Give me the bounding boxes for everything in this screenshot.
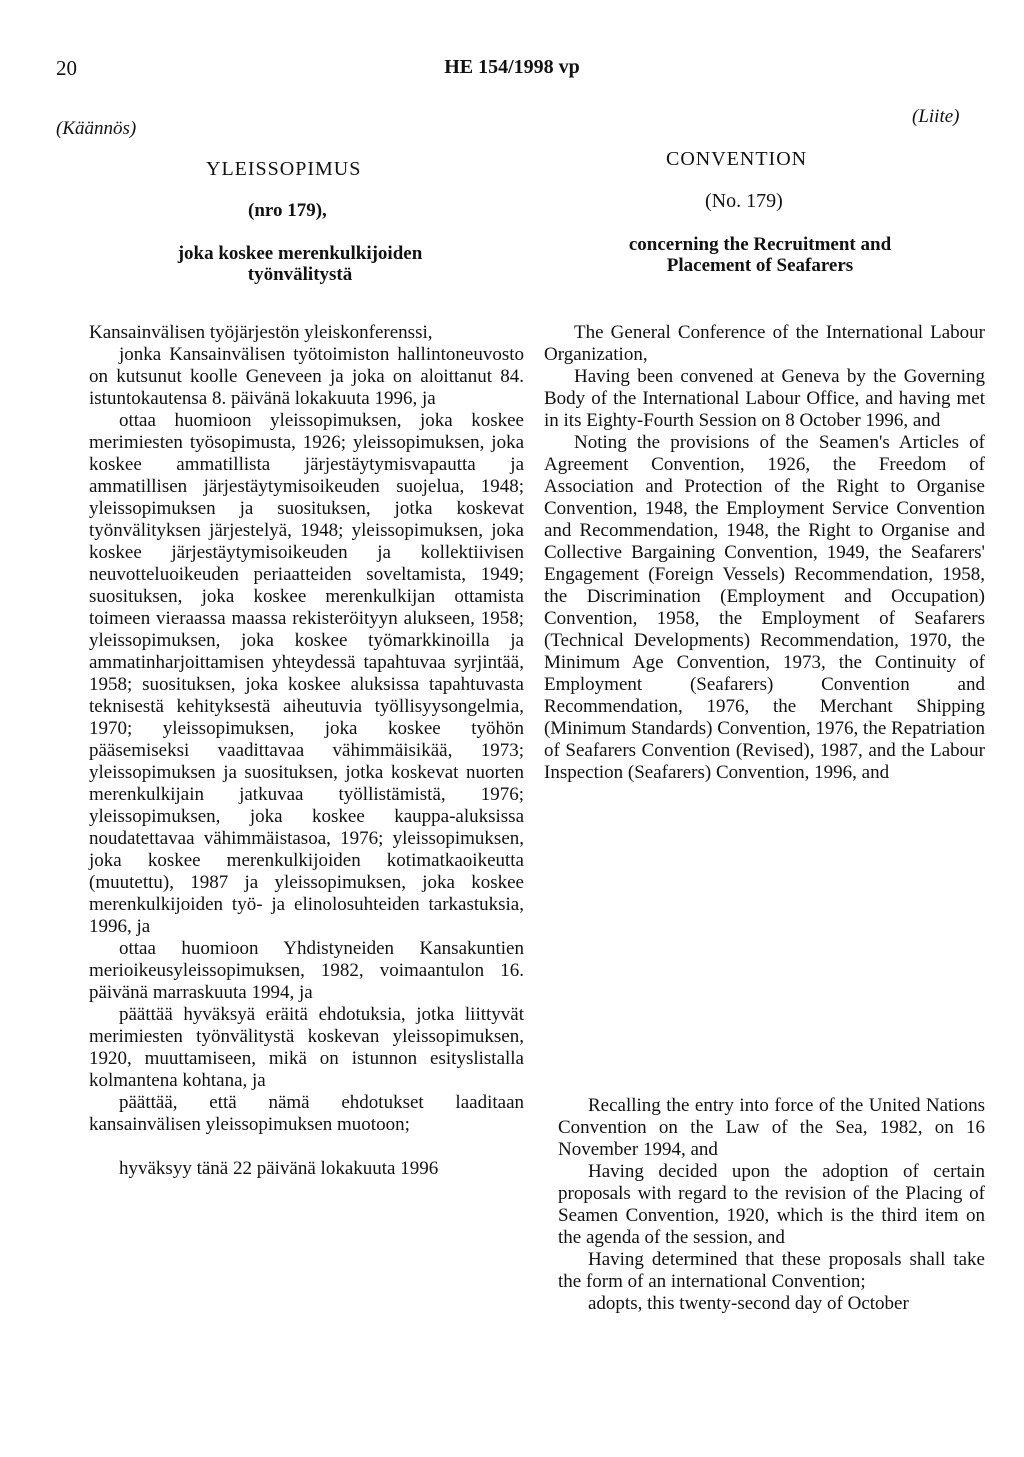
english-paragraph: Having been convened at Geneva by the Governing Body of the International Labour Office, and having met in its Eighty-Fourth Session on 8 October 1996, and [544, 366, 985, 431]
finnish-subtitle: joka koskee merenkulkijoiden työnvälitystä [177, 243, 423, 285]
english-paragraph: Recalling the entry into force of the United Nations Convention on the Law of the Sea, 1982, on 16 November 1994, and [558, 1095, 985, 1160]
english-subtitle: concerning the Recruitment and Placement of Seafarers [628, 234, 892, 276]
page-number: 20 [56, 56, 77, 80]
english-paragraph: Noting the provisions of the Seamen's Articles of Agreement Convention, 1926, the Freedom of Association and Protection of the Right to Organise Convention, 1948, the Employment Service Convention and Recommendation, 1948, the Right to Organise and Collective Bargaining Convention, 1949, the Seafarers' Engagement (Foreign Vessels) Recommendation, 1958, the Discrimination (Employment and Occupation) Convention, 1958, the Employment of Seafarers (Technical Developments) Recommendation, 1970, the Minimum Age Convention, 1973, the Continuity of Employment (Seafarers) Convention and Recommendation, 1976, the Merchant Shipping (Minimum Standards) Convention, 1976, the Repatriation of Seafarers Convention (Revised), 1987, and the Labour Inspection (Seafarers) Convention, 1996, and [544, 432, 985, 783]
finnish-paragraph: ottaa huomioon Yhdistyneiden Kansakuntien merioikeusyleissopimuksen, 1982, voimaantulon 16. päivänä marraskuuta 1994, ja [89, 938, 524, 1003]
finnish-title: YLEISSOPIMUS [206, 158, 362, 180]
english-paragraph: The General Conference of the International Labour Organization, [544, 322, 985, 365]
english-paragraph: adopts, this twenty-second day of October [588, 1293, 909, 1314]
finnish-paragraph: päättää, että nämä ehdotukset laaditaan kansainvälisen yleissopimuksen muotoon; [89, 1092, 524, 1135]
english-text-column [544, 322, 985, 784]
english-title: CONVENTION [666, 148, 808, 170]
finnish-paragraph: jonka Kansainvälisen työtoimiston hallintoneuvosto on kutsunut koolle Geneveen ja joka on aloittanut 84. istuntokautensa 8. päivänä lokakuuta 1996, ja [89, 344, 524, 409]
finnish-convention-number: (nro 179), [248, 200, 327, 221]
running-title: HE 154/1998 vp [444, 56, 580, 78]
english-text-column-continued [558, 1095, 985, 1315]
english-convention-number: (No. 179) [705, 190, 783, 212]
finnish-closing: hyväksyy tänä 22 päivänä lokakuuta 1996 [119, 1158, 439, 1179]
finnish-paragraph: päättää hyväksyä eräitä ehdotuksia, jotka liittyvät merimiesten työnvälitystä koskevan yleissopimuksen, 1920, muuttamiseen, mikä on istunnon esityslistalla kolmantena kohtana, ja [89, 1004, 524, 1091]
finnish-paragraph: ottaa huomioon yleissopimuksen, joka koskee merimiesten työsopimusta, 1926; yleissopimuksen, joka koskee ammatillista järjestäytymisvapautta ja ammatillisen järjestäytymisoikeuden suojelua, 1948; yleissopimuksen ja suosituksen, jotka koskevat työnvälityksen järjestelyä, 1948; yleissopimuksen, joka koskee järjestäytymisoikeuden ja kollektiivisen neuvotteluoikeuden periaatteiden soveltamista, 1949; suosituksen, joka koskee merenkulkijan ottamista toimeen vieraassa maassa rekisteröityyn alukseen, 1958; yleissopimuksen, joka koskee työmarkkinoilla ja ammatinharjoittamisen yhteydessä tapahtuvaa syrjintää, 1958; suosituksen, joka koskee aluksissa tapahtuvasta teknisestä kehityksestä aiheutuvia työllisyysongelmia, 1970; yleissopimuksen, joka koskee työhön pääsemiseksi vaadittavaa vähimmäisikää, 1973; yleissopimuksen ja suosituksen, jotka koskevat nuorten merenkulkijain jatkuvaa työllistämistä, 1976; yleissopimuksen, joka koskee kauppa-aluksissa noudatettavaa vähimmäistasoa, 1976; yleissopimuksen, joka koskee merenkulkijoiden kotimatkaoikeutta (muutettu), 1987 ja yleissopimuksen, joka koskee merenkulkijoiden työ- ja elinolosuhteiden tarkastuksia, 1996, ja [89, 410, 524, 937]
appendix-tag: (Liite) [912, 106, 960, 127]
finnish-text-column [89, 322, 524, 1180]
translation-tag: (Käännös) [56, 118, 137, 139]
english-paragraph: Having determined that these proposals shall take the form of an international Convention; [558, 1249, 985, 1292]
english-paragraph: Having decided upon the adoption of certain proposals with regard to the revision of the Placing of Seamen Convention, 1920, which is the third item on the agenda of the session, and [558, 1161, 985, 1248]
finnish-paragraph: Kansainvälisen työjärjestön yleiskonferenssi, [89, 322, 433, 343]
